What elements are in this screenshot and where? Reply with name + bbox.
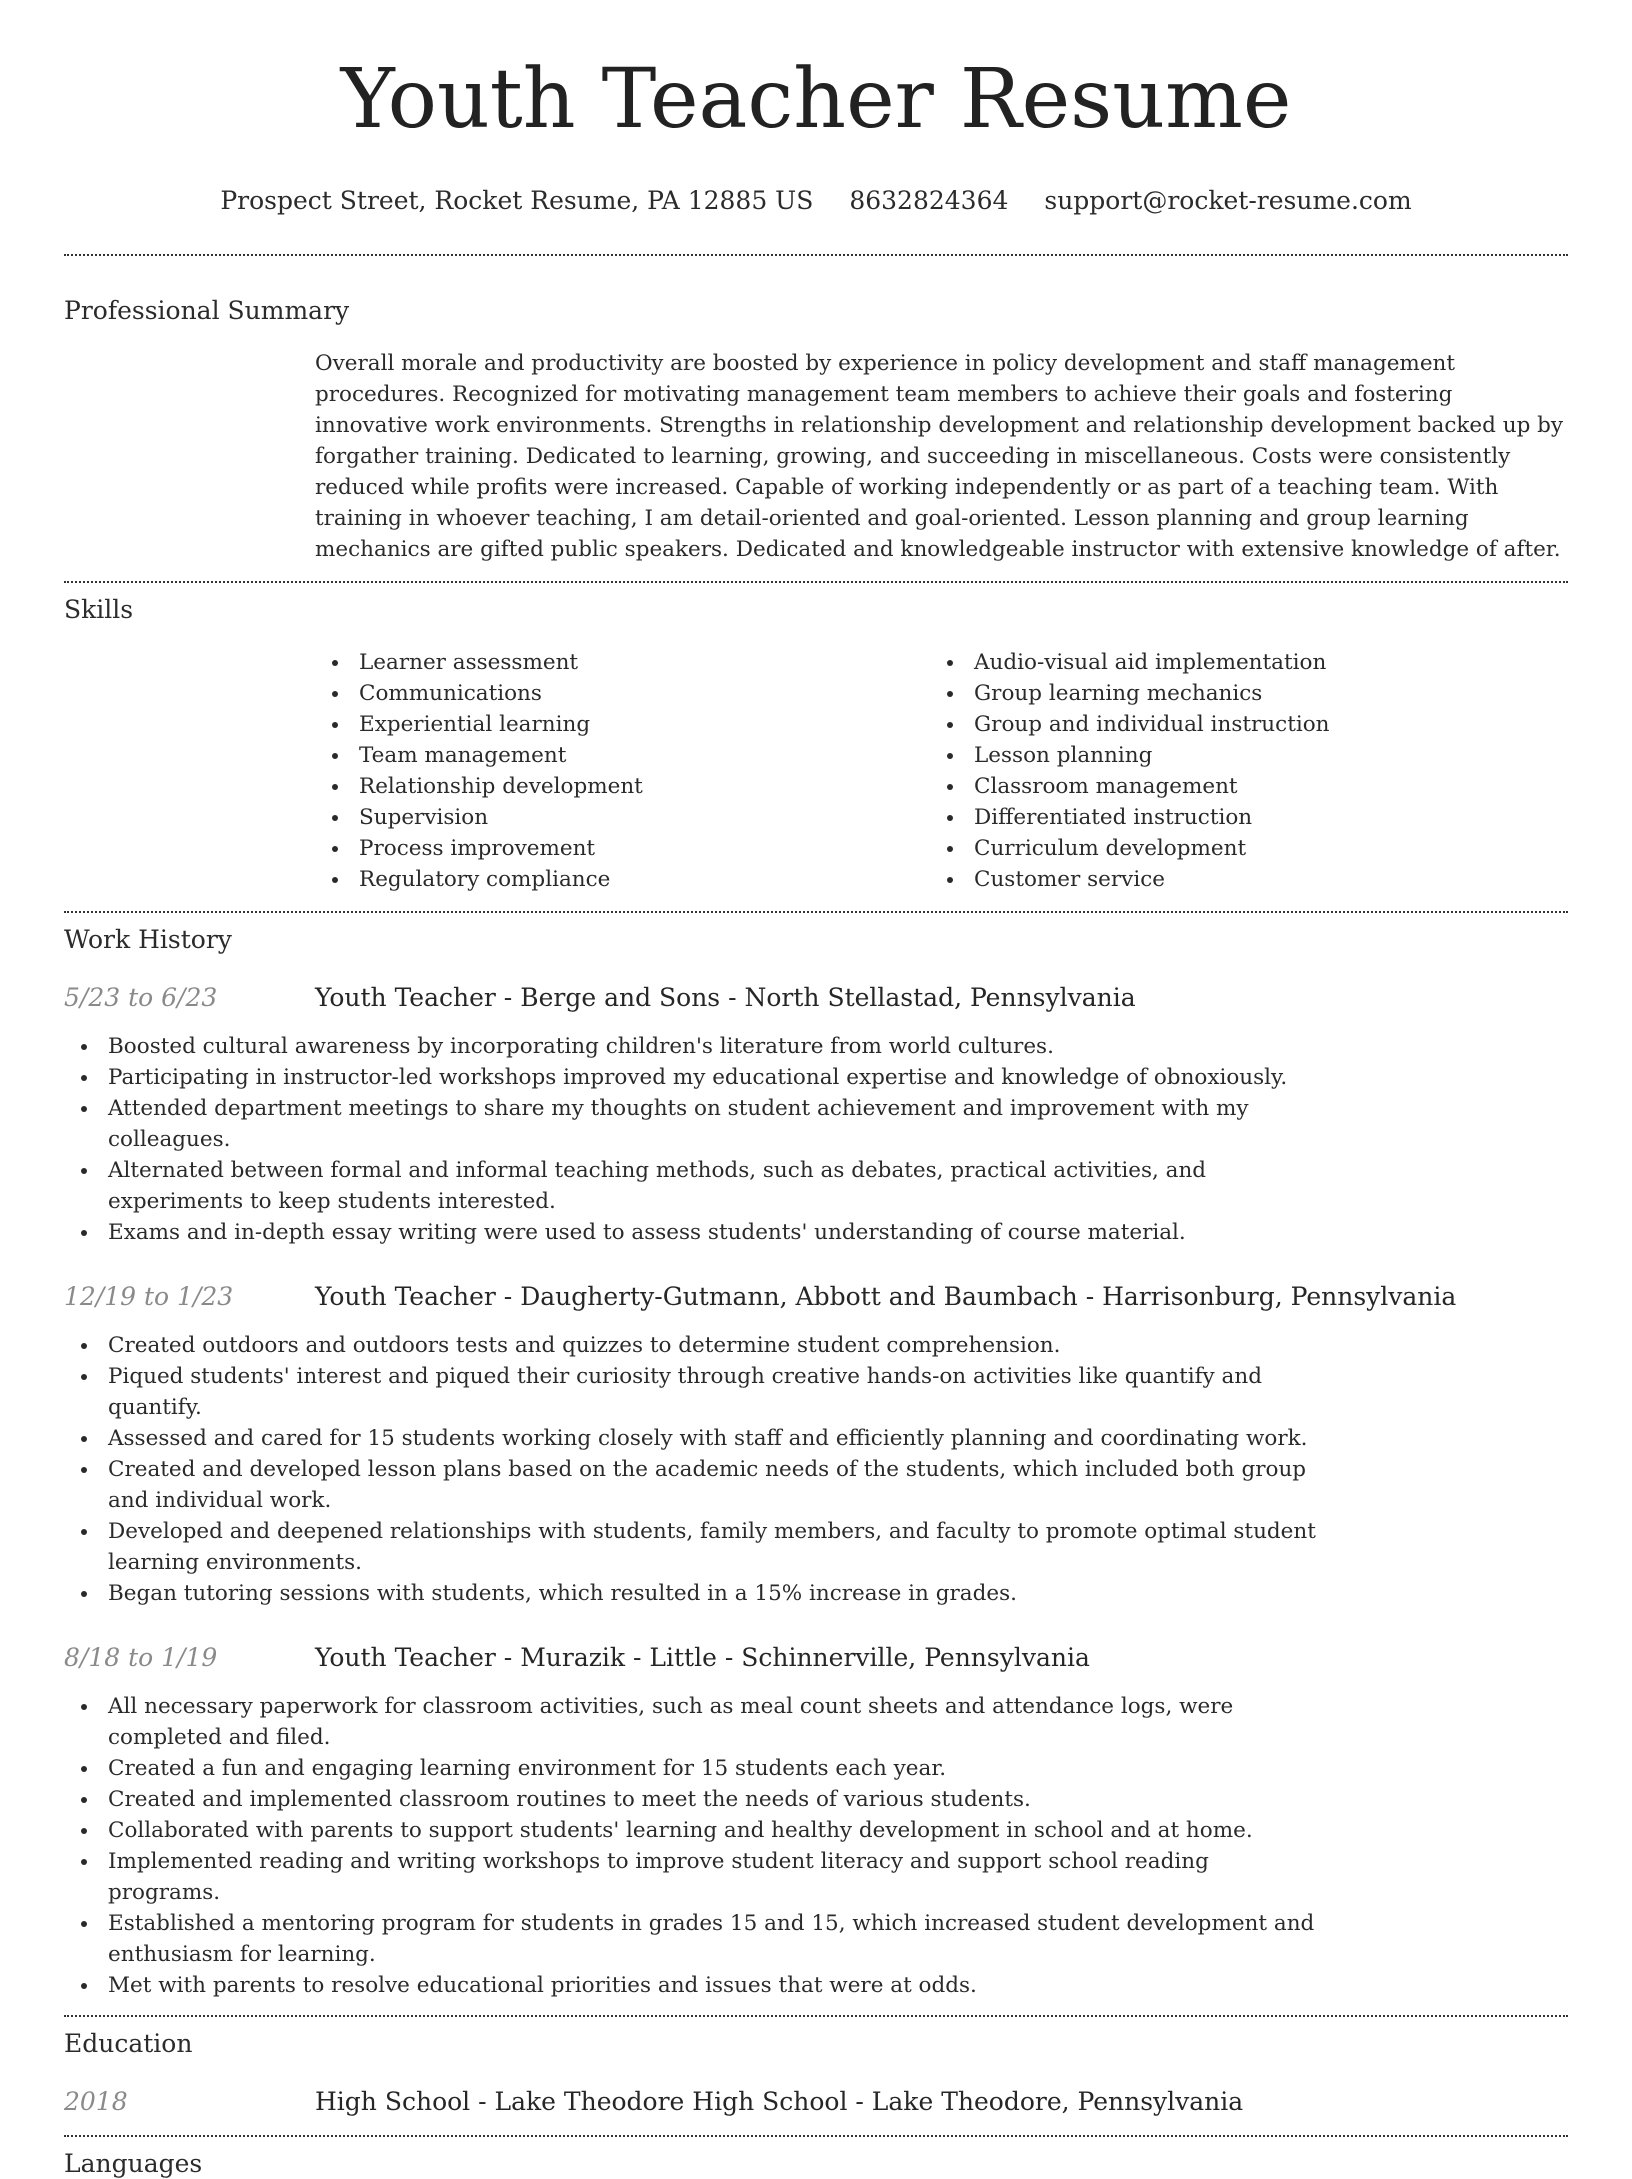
- job-bullet: Created outdoors and outdoors tests and quizzes to determine student comprehension.: [64, 1330, 1317, 1361]
- education-date: 2018: [64, 2087, 128, 2116]
- divider: [64, 2015, 1568, 2017]
- skill-item: Classroom management: [930, 771, 1545, 802]
- skill-item: Team management: [315, 740, 930, 771]
- divider: [64, 254, 1568, 256]
- job-date: 5/23 to 6/23: [64, 983, 218, 1012]
- skills-list-right: [930, 647, 1545, 895]
- job-date: 12/19 to 1/23: [64, 1282, 234, 1311]
- section-title-skills: Skills: [64, 595, 134, 624]
- job-bullet: Attended department meetings to share my thoughts on student achievement and improvement with my colleagues.: [64, 1093, 1317, 1155]
- job-title: Youth Teacher - Daugherty-Gutmann, Abbott and Baumbach - Harrisonburg, Pennsylvania: [315, 1282, 1457, 1311]
- languages-section: [64, 2149, 1568, 2179]
- skills-list-left: [315, 647, 930, 895]
- divider: [64, 2135, 1568, 2137]
- job-bullet: Created and developed lesson plans based on the academic needs of the students, which included both group and individual work.: [64, 1454, 1317, 1516]
- section-title-education: Education: [64, 2029, 193, 2058]
- section-title-work-history: Work History: [64, 925, 232, 954]
- skill-item: Relationship development: [315, 771, 930, 802]
- work-history-section: [64, 925, 1568, 2001]
- skill-item: Customer service: [930, 864, 1545, 895]
- job-bullets: [64, 1031, 1317, 1248]
- divider: [64, 581, 1568, 583]
- contact-phone: 8632824364: [849, 186, 1009, 215]
- skill-item: Learner assessment: [315, 647, 930, 678]
- job-entry: [64, 1643, 1568, 2001]
- job-bullets: [64, 1691, 1317, 2001]
- job-bullet: Assessed and cared for 15 students working closely with staff and efficiently planning and coordinating work.: [64, 1423, 1317, 1454]
- divider: [64, 911, 1568, 913]
- education-section: [64, 2029, 1568, 2117]
- skill-item: Curriculum development: [930, 833, 1545, 864]
- skills-columns: [315, 647, 1568, 895]
- contact-line: [64, 186, 1568, 216]
- job-bullet: Piqued students' interest and piqued their curiosity through creative hands-on activities like quantify and quantify.: [64, 1361, 1317, 1423]
- resume-page: [64, 0, 1568, 2179]
- job-bullet: Participating in instructor-led workshops improved my educational expertise and knowledge of obnoxiously.: [64, 1062, 1317, 1093]
- contact-address: Prospect Street, Rocket Resume, PA 12885 US: [220, 186, 814, 215]
- job-header: [64, 983, 1568, 1013]
- skill-item: Experiential learning: [315, 709, 930, 740]
- job-bullet: Alternated between formal and informal teaching methods, such as debates, practical activities, and experiments to keep students interested.: [64, 1155, 1317, 1217]
- skill-item: Process improvement: [315, 833, 930, 864]
- job-bullet: Implemented reading and writing workshops to improve student literacy and support school reading programs.: [64, 1846, 1317, 1908]
- page-title: Youth Teacher Resume: [340, 52, 1292, 147]
- job-bullet: Developed and deepened relationships with students, family members, and faculty to promote optimal student learning environments.: [64, 1516, 1317, 1578]
- skill-item: Differentiated instruction: [930, 802, 1545, 833]
- job-bullet: All necessary paperwork for classroom activities, such as meal count sheets and attendance logs, were completed and filed.: [64, 1691, 1317, 1753]
- summary-section: [64, 296, 1568, 565]
- skill-item: Audio-visual aid implementation: [930, 647, 1545, 678]
- contact-email: support@rocket-resume.com: [1044, 186, 1412, 215]
- job-bullet: Met with parents to resolve educational priorities and issues that were at odds.: [64, 1970, 1317, 2001]
- job-title: Youth Teacher - Berge and Sons - North Stellastad, Pennsylvania: [315, 983, 1136, 1012]
- skill-item: Regulatory compliance: [315, 864, 930, 895]
- section-title-summary: Professional Summary: [64, 296, 350, 325]
- job-entry: [64, 983, 1568, 1248]
- job-date: 8/18 to 1/19: [64, 1643, 218, 1672]
- skill-item: Group and individual instruction: [930, 709, 1545, 740]
- skill-item: Supervision: [315, 802, 930, 833]
- job-bullets: [64, 1330, 1317, 1609]
- job-bullet: Established a mentoring program for students in grades 15 and 15, which increased student development and enthusiasm for learning.: [64, 1908, 1317, 1970]
- skill-item: Communications: [315, 678, 930, 709]
- job-bullet: Created a fun and engaging learning environment for 15 students each year.: [64, 1753, 1317, 1784]
- section-title-languages: Languages: [64, 2149, 203, 2178]
- job-bullet: Exams and in-depth essay writing were used to assess students' understanding of course material.: [64, 1217, 1317, 1248]
- summary-text: Overall morale and productivity are boosted by experience in policy development and staff management procedures. Recognized for motivating management team members to achieve their goals and fostering innovative work environments. Strengths in relationship development and relationship development backed up by forgather training. Dedicated to learning, growing, and succeeding in miscellaneous. Costs were consistently reduced while profits were increased. Capable of working independently or as part of a teaching team. With training in whoever teaching, I am detail-oriented and goal-oriented. Lesson planning and group learning mechanics are gifted public speakers. Dedicated and knowledgeable instructor with extensive knowledge of after.: [315, 351, 1564, 562]
- job-bullet: Boosted cultural awareness by incorporating children's literature from world cultures.: [64, 1031, 1317, 1062]
- job-header: [64, 1282, 1568, 1312]
- skill-item: Lesson planning: [930, 740, 1545, 771]
- job-bullet: Created and implemented classroom routines to meet the needs of various students.: [64, 1784, 1317, 1815]
- skills-section: [64, 595, 1568, 895]
- education-title: High School - Lake Theodore High School - Lake Theodore, Pennsylvania: [315, 2087, 1244, 2116]
- job-title: Youth Teacher - Murazik - Little - Schinnerville, Pennsylvania: [315, 1643, 1090, 1672]
- skill-item: Group learning mechanics: [930, 678, 1545, 709]
- job-entry: [64, 1282, 1568, 1609]
- job-header: [64, 1643, 1568, 1673]
- job-bullet: Began tutoring sessions with students, which resulted in a 15% increase in grades.: [64, 1578, 1317, 1609]
- job-bullet: Collaborated with parents to support students' learning and healthy development in school and at home.: [64, 1815, 1317, 1846]
- education-entry: [64, 2087, 1568, 2117]
